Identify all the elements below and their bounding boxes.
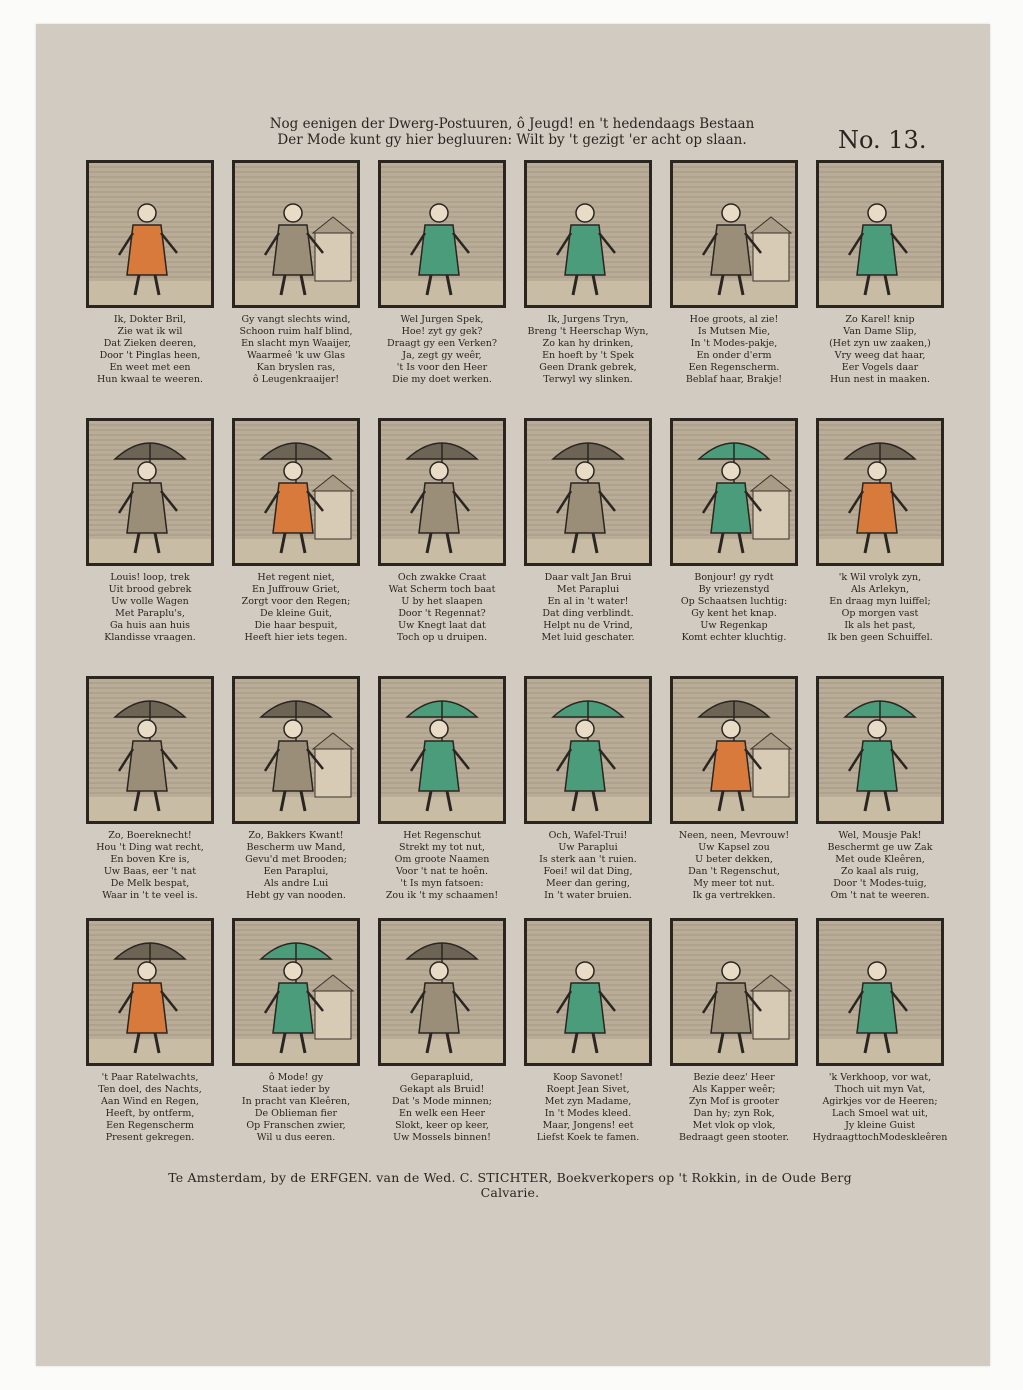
woodcut-illustration: [670, 418, 798, 566]
woodcut-illustration: [232, 418, 360, 566]
verse-text: Zo, Bakkers Kwant! Bescherm uw Mand, Gevu'd met Brooden; Een Paraplui, Als andre Lui Hebt gy van nooden.: [245, 830, 347, 901]
woodcut-illustration: [524, 676, 652, 824]
verse-text: Neen, neen, Mevrouw! Uw Kapsel zou U beter dekken, Dan 't Regenschut, My meer tot nut. Ik ga vertrekken.: [678, 830, 790, 901]
woodcut-illustration: [524, 418, 652, 566]
verse-text: 't Paar Ratelwachts, Ten doel, des Nachts, Aan Wind en Regen, Heeft, by ontferm, Een Regenscherm Present gekregen.: [98, 1072, 202, 1143]
verse-text: ô Mode! gy Staat ieder by In pracht van Kleêren, De Oblieman fier Op Franschen zwier, Wil u dus eeren.: [241, 1072, 351, 1143]
woodcut-illustration: [232, 160, 360, 308]
verse-text: Hoe groots, al zie! Is Mutsen Mie, In 't Modes-pakje, En onder d'erm Een Regenscherm. Beblaf haar, Brakje!: [685, 314, 783, 385]
verse-text: 'k Wil vrolyk zyn, Als Arlekyn, En draag myn luiffel; Op morgen vast Ik als het past, Ik ben geen Schuiffel.: [827, 572, 933, 643]
woodcut-illustration: [670, 676, 798, 824]
verse-text: Wel, Mousje Pak! Beschermt ge uw Zak Met oude Kleêren, Zo kaal als ruig, Door 't Modes-tuig, Om 't nat te weeren.: [827, 830, 933, 901]
verse-text: Koop Savonet! Roept Jean Sivet, Met zyn Madame, In 't Modes kleed. Maar, Jongens! eet Liefst Koek te famen.: [536, 1072, 640, 1143]
woodcut-illustration: [378, 160, 506, 308]
title-line-2: Der Mode kunt gy hier begluuren: Wilt by 't gezigt 'er acht op slaan.: [277, 132, 747, 148]
verse-text: Zo, Boereknecht! Hou 't Ding wat recht, En boven Kre is, Uw Baas, eer 't nat De Melk bespat, Waar in 't te veel is.: [96, 830, 204, 901]
woodcut-illustration: [378, 418, 506, 566]
verse-text: Zo Karel! knip Van Dame Slip, (Het zyn uw zaaken,) Vry weeg dat haar, Eer Vogels daar Hun nest in maaken.: [829, 314, 931, 385]
verse-text: Louis! loop, trek Uit brood gebrek Uw volle Wagen Met Paraplu's, Ga huis aan huis Klandisse vraagen.: [104, 572, 196, 643]
sheet-title: [262, 116, 762, 148]
woodcut-illustration: [670, 160, 798, 308]
verse-text: Wel Jurgen Spek, Hoe! zyt gy gek? Draagt gy een Verken? Ja, zegt gy weêr, 't Is voor den Heer Die my doet werken.: [387, 314, 497, 385]
verse-text: Och, Wafel-Trui! Uw Paraplui Is sterk aan 't ruien. Foei! wil dat Ding, Meer dan gering, In 't water bruien.: [539, 830, 637, 901]
verse-text: Gy vangt slechts wind, Schoon ruim half blind, En slacht myn Waaijer, Waarmeê 'k uw Glas Kan bryslen ras, ô Leugenkraaijer!: [239, 314, 353, 385]
woodcut-illustration: [670, 918, 798, 1066]
verse-text: Och zwakke Craat Wat Scherm toch baat U by het slaapen Door 't Regennat? Uw Knegt laat dat Toch op u druipen.: [388, 572, 496, 643]
woodcut-illustration: [86, 676, 214, 824]
verse-text: Geparapluid, Gekapt als Bruid! Dat 's Mode minnen; En welk een Heer Slokt, keer op keer, Uw Mossels binnen!: [391, 1072, 493, 1143]
verse-text: Het regent niet, En Juffrouw Griet, Zorgt voor den Regen; De kleine Guit, Die haar bespuit, Heeft hier iets tegen.: [241, 572, 351, 643]
woodcut-illustration: [232, 676, 360, 824]
verse-text: Daar valt Jan Brui Met Paraplui En al in 't water! Dat ding verblindt. Helpt nu de Vrind, Met luid geschater.: [541, 572, 635, 643]
woodcut-illustration: [524, 918, 652, 1066]
woodcut-illustration: [816, 918, 944, 1066]
verse-text: 'k Verkhoop, vor wat, Thoch uit myn Vat, Agirkjes vor de Heeren; Lach Smoel wat uit, Jy kleine Guist HydraagttochModeskleêren: [812, 1072, 948, 1143]
woodcut-illustration: [378, 918, 506, 1066]
woodcut-illustration: [816, 676, 944, 824]
publisher-imprint: Te Amsterdam, by de ERFGEN. van de Wed. C. STICHTER, Boekverkopers op 't Rokkin, in de Oude Berg Calvarie.: [168, 1170, 852, 1200]
sheet-number: No. 13.: [838, 126, 927, 154]
woodcut-illustration: [816, 160, 944, 308]
verse-text: Het Regenschut Strekt my tot nut, Om groote Naamen Voor 't nat te hoên. 't Is myn fatsoen: Zou ik 't my schaamen!: [385, 830, 499, 901]
woodcut-illustration: [232, 918, 360, 1066]
verse-text: Ik, Dokter Bril, Zie wat ik wil Dat Zieken deeren, Door 't Pinglas heen, En weet met een Hun kwaal te weeren.: [97, 314, 203, 385]
woodcut-illustration: [524, 160, 652, 308]
title-line-1: Nog eenigen der Dwerg-Postuuren, ô Jeugd! en 't hedendaags Bestaan: [269, 116, 755, 132]
verse-text: Ik, Jurgens Tryn, Breng 't Heerschap Wyn, Zo kan hy drinken, En hoeft by 't Spek Geen Drank gebrek, Terwyl wy slinken.: [527, 314, 649, 385]
verse-text: Bonjour! gy rydt By vriezenstyd Op Schaatsen luchtig: Gy kent het knap. Uw Regenkap Komt echter kluchtig.: [680, 572, 788, 643]
woodcut-illustration: [816, 418, 944, 566]
verse-text: Bezie deez' Heer Als Kapper weêr; Zyn Mof is grooter Dan hy; zyn Rok, Met vlok op vlok, Bedraagt geen stooter.: [678, 1072, 790, 1143]
woodcut-illustration: [86, 160, 214, 308]
woodcut-illustration: [86, 918, 214, 1066]
woodcut-illustration: [378, 676, 506, 824]
woodcut-illustration: [86, 418, 214, 566]
